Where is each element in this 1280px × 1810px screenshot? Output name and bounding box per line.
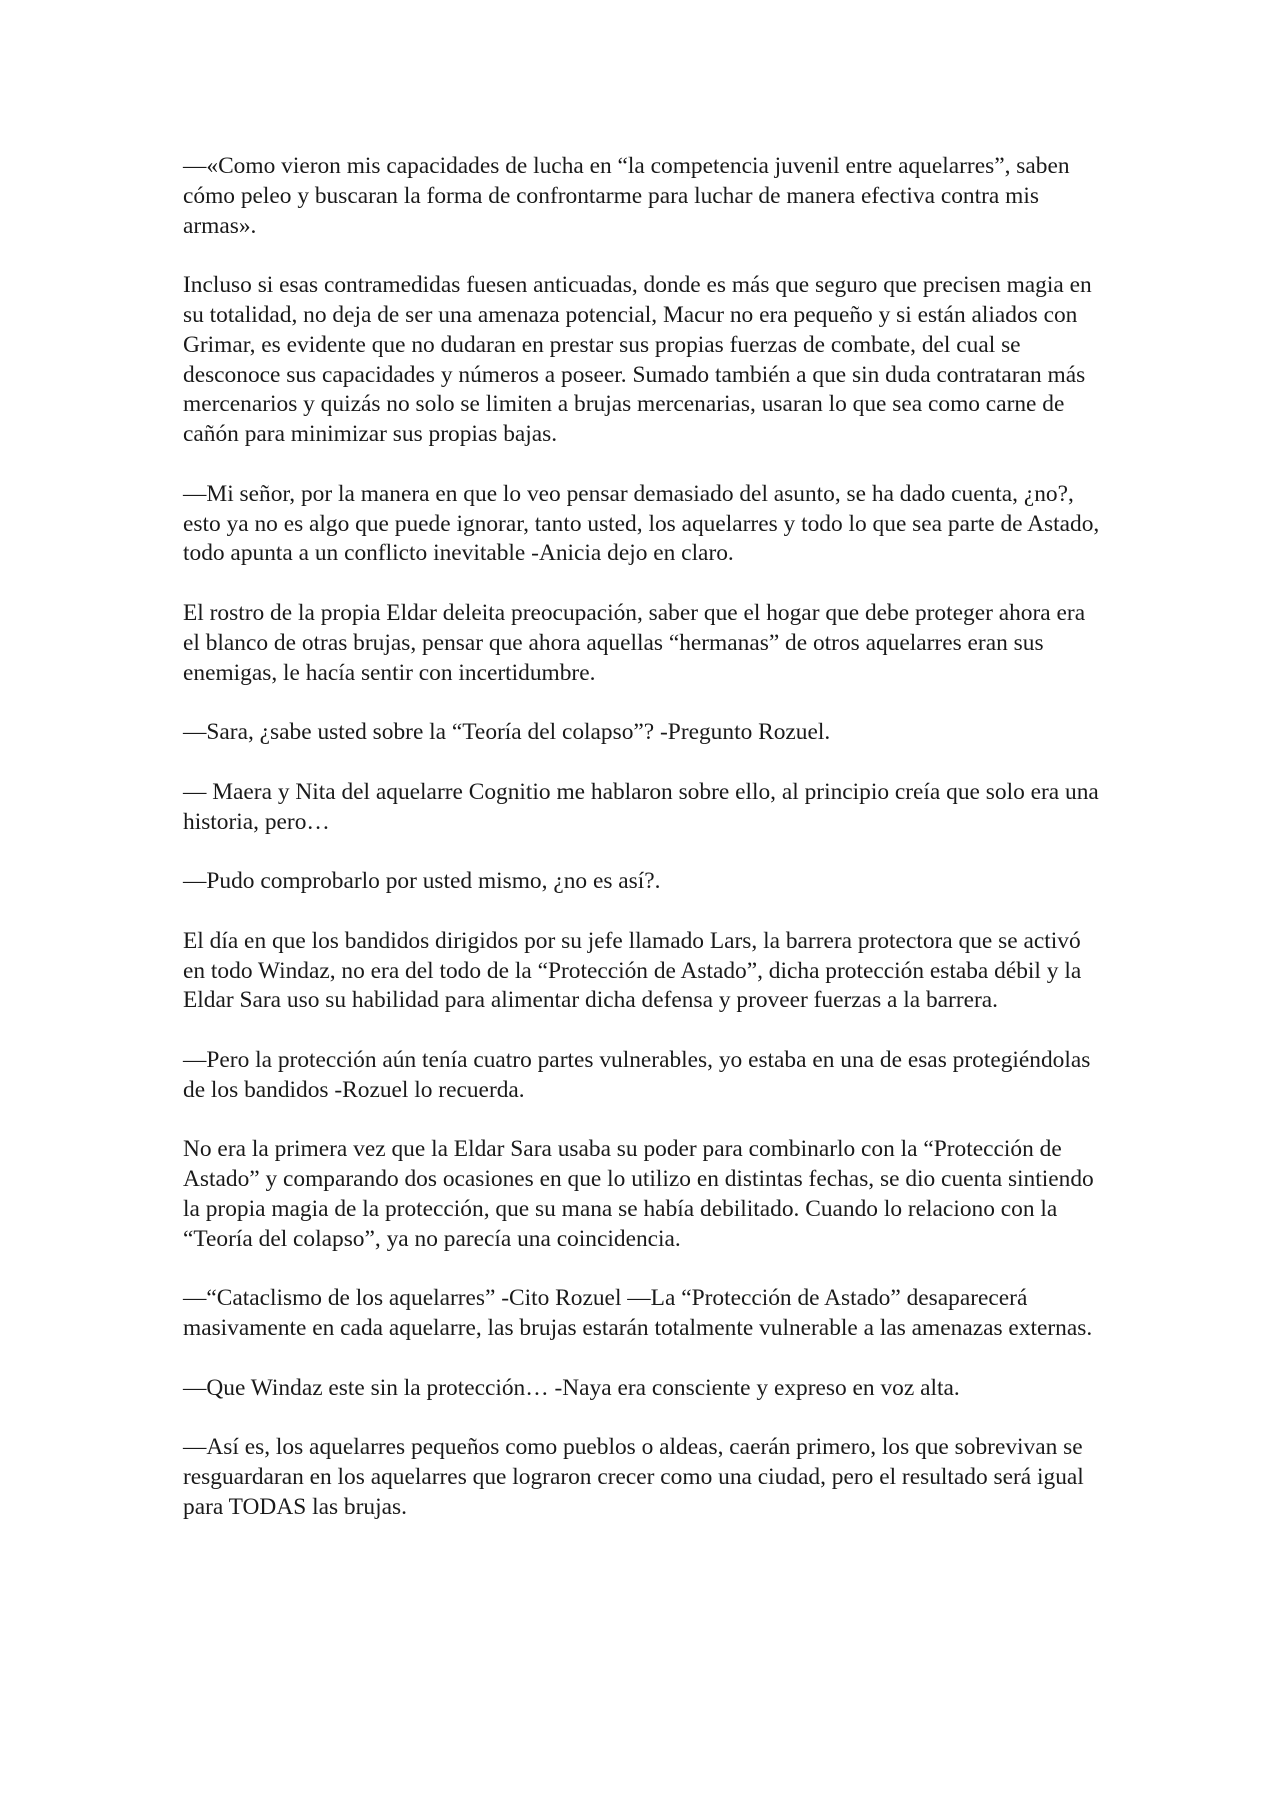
- paragraph: Incluso si esas contramedidas fuesen anticuadas, donde es más que seguro que precisen magia en su totalidad, no deja de ser una amenaza potencial, Macur no era pequeño y si están aliados con Grimar, es evidente que no dudaran en prestar sus propias fuerzas de combate, del cual se desconoce sus capacidades y números a poseer. Sumado también a que sin duda contrataran más mercenarios y quizás no solo se limiten a brujas mercenarias, usaran lo que sea como carne de cañón para minimizar sus propias bajas.: [183, 272, 1092, 448]
- paragraph: —Así es, los aquelarres pequeños como pueblos o aldeas, caerán primero, los que sobrevivan se resguardaran en los aquelarres que lograron crecer como una ciudad, pero el resultado será igual para TODAS las brujas.: [183, 1434, 1084, 1520]
- paragraph: —Mi señor, por la manera en que lo veo pensar demasiado del asunto, se ha dado cuenta, ¿no?, esto ya no es algo que puede ignorar, tanto usted, los aquelarres y todo lo que sea parte de Astado, todo apunta a un conflicto inevitable -Anicia dejo en claro.: [183, 480, 1100, 567]
- paragraph: —«Como vieron mis capacidades de lucha en “la competencia juvenil entre aquelarres”, saben cómo peleo y buscaran la forma de confrontarme para luchar de manera efectiva contra mis armas».: [183, 153, 1070, 239]
- paragraph: El día en que los bandidos dirigidos por su jefe llamado Lars, la barrera protectora que se activó en todo Windaz, no era del todo de la “Protección de Astado”, dicha protección estaba débil y la Eldar Sara uso su habilidad para alimentar dicha defensa y proveer fuerzas a la barrera.: [183, 927, 1082, 1014]
- paragraph: —Que Windaz este sin la protección… -Naya era consciente y expreso en voz alta.: [183, 1374, 960, 1401]
- paragraph: —“Cataclismo de los aquelarres” -Cito Rozuel —La “Protección de Astado” desaparecerá masivamente en cada aquelarre, las brujas estarán totalmente vulnerable a las amenazas externas.: [183, 1285, 1093, 1342]
- paragraph: —Pudo comprobarlo por usted mismo, ¿no es así?.: [183, 868, 661, 895]
- paragraph: No era la primera vez que la Eldar Sara usaba su poder para combinarlo con la “Protección de Astado” y comparando dos ocasiones en que lo utilizo en distintas fechas, se dio cuenta sintiendo la propia magia de la protección, que su mana se había debilitado. Cuando lo relaciono con la “Teoría del colapso”, ya no parecía una coincidencia.: [183, 1136, 1094, 1252]
- paragraph: —Pero la protección aún tenía cuatro partes vulnerables, yo estaba en una de esas protegiéndolas de los bandidos -Rozuel lo recuerda.: [183, 1046, 1091, 1103]
- paragraph: — Maera y Nita del aquelarre Cognitio me hablaron sobre ello, al principio creía que solo era una historia, pero…: [183, 778, 1099, 835]
- document-body: [183, 152, 1103, 1552]
- paragraph: —Sara, ¿sabe usted sobre la “Teoría del colapso”? -Pregunto Rozuel.: [183, 719, 831, 746]
- paragraph: El rostro de la propia Eldar deleita preocupación, saber que el hogar que debe proteger ahora era el blanco de otras brujas, pensar que ahora aquellas “hermanas” de otros aquelarres eran sus enemigas, le hacía sentir con incertidumbre.: [183, 599, 1086, 686]
